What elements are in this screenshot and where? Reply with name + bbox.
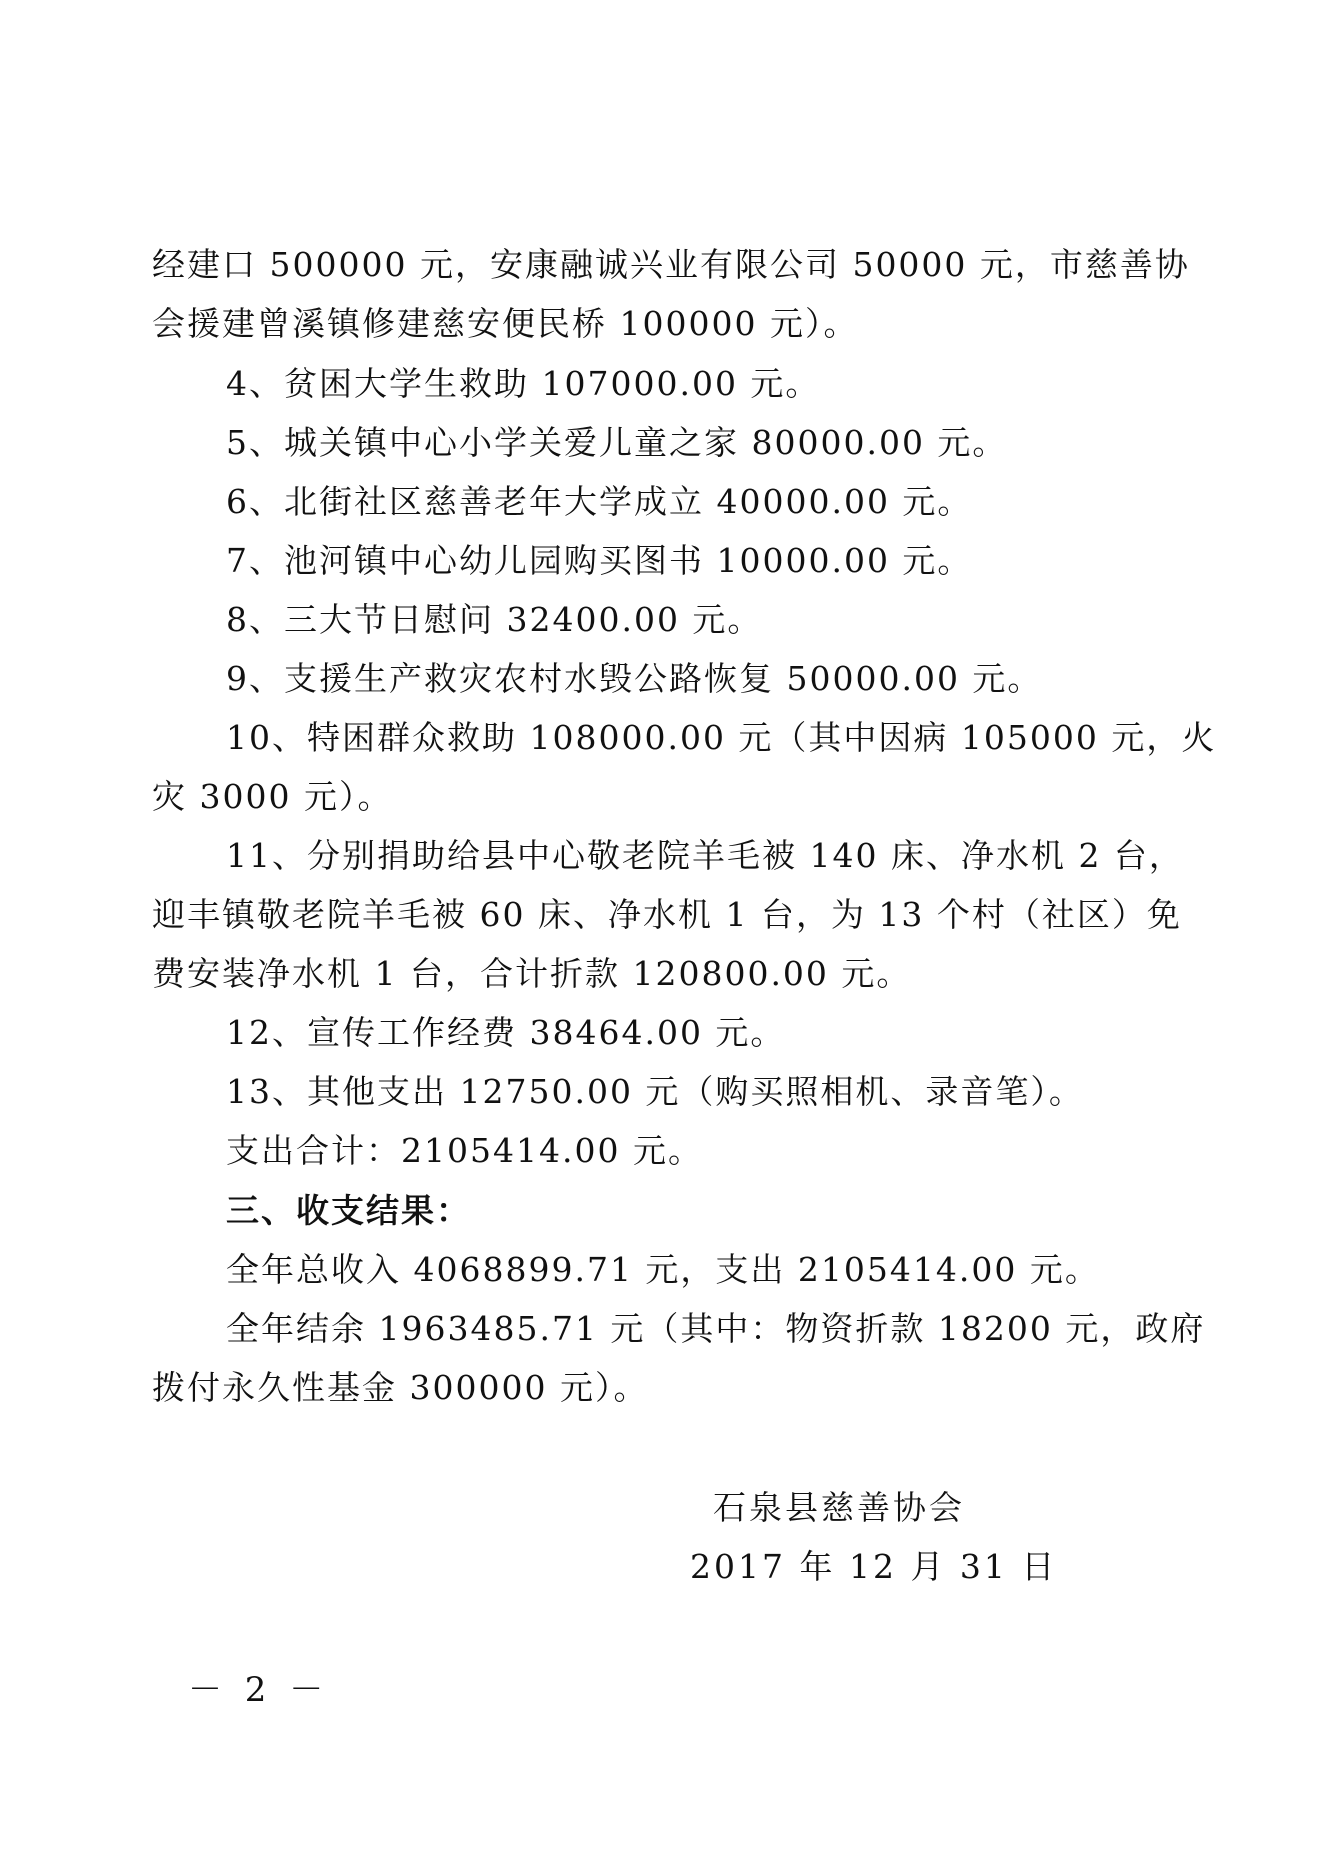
- list-item-10: 10、特困群众救助 108000.00 元（其中因病 105000 元，火: [226, 718, 1217, 757]
- signature-date: 2017 年 12 月 31 日: [690, 1547, 1058, 1586]
- list-item-9: 9、支援生产救灾农村水毁公路恢复 50000.00 元。: [226, 659, 1043, 698]
- signature-organization: 石泉县慈善协会: [713, 1488, 965, 1527]
- list-item-7: 7、池河镇中心幼儿园购买图书 10000.00 元。: [226, 541, 973, 580]
- section-heading: 三、收支结果：: [226, 1191, 471, 1230]
- paragraph-line: 会援建曾溪镇修建慈安便民桥 100000 元）。: [152, 304, 859, 343]
- paragraph-line: 全年结余 1963485.71 元（其中：物资折款 18200 元，政府: [226, 1309, 1206, 1348]
- list-item-8: 8、三大节日慰问 32400.00 元。: [226, 600, 763, 639]
- paragraph-line: 迎丰镇敬老院羊毛被 60 床、净水机 1 台，为 13 个村（社区）免: [152, 895, 1182, 934]
- paragraph-line: 全年总收入 4068899.71 元，支出 2105414.00 元。: [226, 1250, 1100, 1289]
- page-number: － 2 －: [188, 1670, 330, 1710]
- expense-total: 支出合计：2105414.00 元。: [226, 1131, 703, 1170]
- list-item-12: 12、宣传工作经费 38464.00 元。: [226, 1013, 786, 1052]
- list-item-11: 11、分别捐助给县中心敬老院羊毛被 140 床、净水机 2 台，: [226, 836, 1184, 875]
- list-item-4: 4、贫困大学生救助 107000.00 元。: [226, 364, 821, 403]
- list-item-13: 13、其他支出 12750.00 元（购买照相机、录音笔）。: [226, 1072, 1084, 1111]
- list-item-5: 5、城关镇中心小学关爱儿童之家 80000.00 元。: [226, 423, 1008, 462]
- paragraph-line: 灾 3000 元）。: [152, 777, 393, 816]
- paragraph-line: 拨付永久性基金 300000 元）。: [152, 1368, 649, 1407]
- paragraph-line: 费安装净水机 1 台，合计折款 120800.00 元。: [152, 954, 912, 993]
- paragraph-line: 经建口 500000 元，安康融诚兴业有限公司 50000 元，市慈善协: [152, 245, 1190, 284]
- list-item-6: 6、北街社区慈善老年大学成立 40000.00 元。: [226, 482, 973, 521]
